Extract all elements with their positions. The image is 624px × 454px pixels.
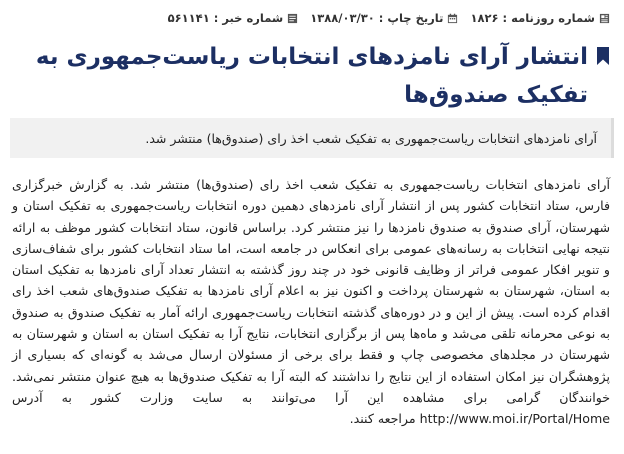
article-meta-bar	[14, 8, 610, 28]
body-text-end: مراجعه کنند.	[349, 411, 416, 427]
article-lead	[10, 118, 614, 158]
bookmark-icon	[596, 47, 610, 65]
article-title: انتشار آرای نامزدهای انتخابات ریاست‌جمهوری به تفکیک صندوق‌ها	[35, 44, 588, 108]
issue-label: شماره روزنامه :	[502, 11, 595, 25]
issue-number	[470, 11, 610, 25]
news-number	[168, 11, 299, 25]
date-label: تاریخ چاپ :	[378, 11, 444, 25]
lead-text: آرای نامزدهای انتخابات ریاست‌جمهوری به تفکیک شعب اخذ رای (صندوق‌ها) منتشر شد.	[145, 130, 597, 146]
document-icon	[287, 13, 298, 24]
news-label: شماره خبر :	[213, 11, 284, 25]
newspaper-icon	[599, 13, 610, 24]
news-value: ۵۶۱۱۴۱	[167, 11, 210, 25]
print-date	[310, 11, 458, 25]
calendar-icon	[447, 13, 458, 24]
date-value: ۱۳۸۸/۰۳/۳۰	[310, 11, 375, 25]
body-text-main: آرای نامزدهای انتخابات ریاست‌جمهوری به تفکیک شعب اخذ رای (صندوق‌ها) منتشر شد. به گزارش خبرگزاری فارس، ستاد انتخابات کشور پس از انتشار آرای نامزدهای دهمین دوره انتخابات ریاست‌جمهوری به تفکیک استان و شهرستان، آرای صندوق به صندوق نامزدها را نیز منتشر کرد. براساس قانون، ستاد انتخابات کشور موظف به ارائه نتیجه نهایی انتخابات به رسانه‌های عمومی برای انعکاس در جامعه است، اما ستاد انتخابات کشور برای شفاف‌سازی و تنویر افکار عمومی فراتر از وظایف قانونی خود در چند روز گذشته به انتشار تعداد آرای نامزدها به تفکیک استان به استان، شهرستان به شهرستان پرداخت و اکنون نیز به اعلام آرای نامزدها به تفکیک صندوق‌های شعب اخذ رای اقدام کرده است. پیش از این و در دوره‌های گذشته انتخابات ریاست‌جمهوری ارائه آمار به تفکیک صندوق به صندوق به نوعی محرمانه تلقی می‌شد و ماه‌ها پس از برگزاری انتخابات، نتایج آرا به تفکیک استان به استان و شهرستان به شهرستان در مجلدهای مخصوصی چاپ و فقط برای برخی از مسئولان ارسال می‌شد به گونه‌ای که بسیاری از پژوهشگران نیز امکان استفاده از این نتایج را نداشتند که البته آرا به تفکیک صندوق‌ها به هیچ عنوان منتشر نمی‌شد. خوانندگان گرامی برای مشاهده این آرا می‌توانند به سایت وزارت کشور به آدرس	[12, 177, 610, 405]
issue-value: ۱۸۲۶	[470, 11, 499, 25]
moi-portal-link[interactable]: http://www.moi.ir/Portal/Home	[419, 411, 610, 427]
article-headline	[14, 38, 610, 114]
article-body	[12, 174, 610, 430]
